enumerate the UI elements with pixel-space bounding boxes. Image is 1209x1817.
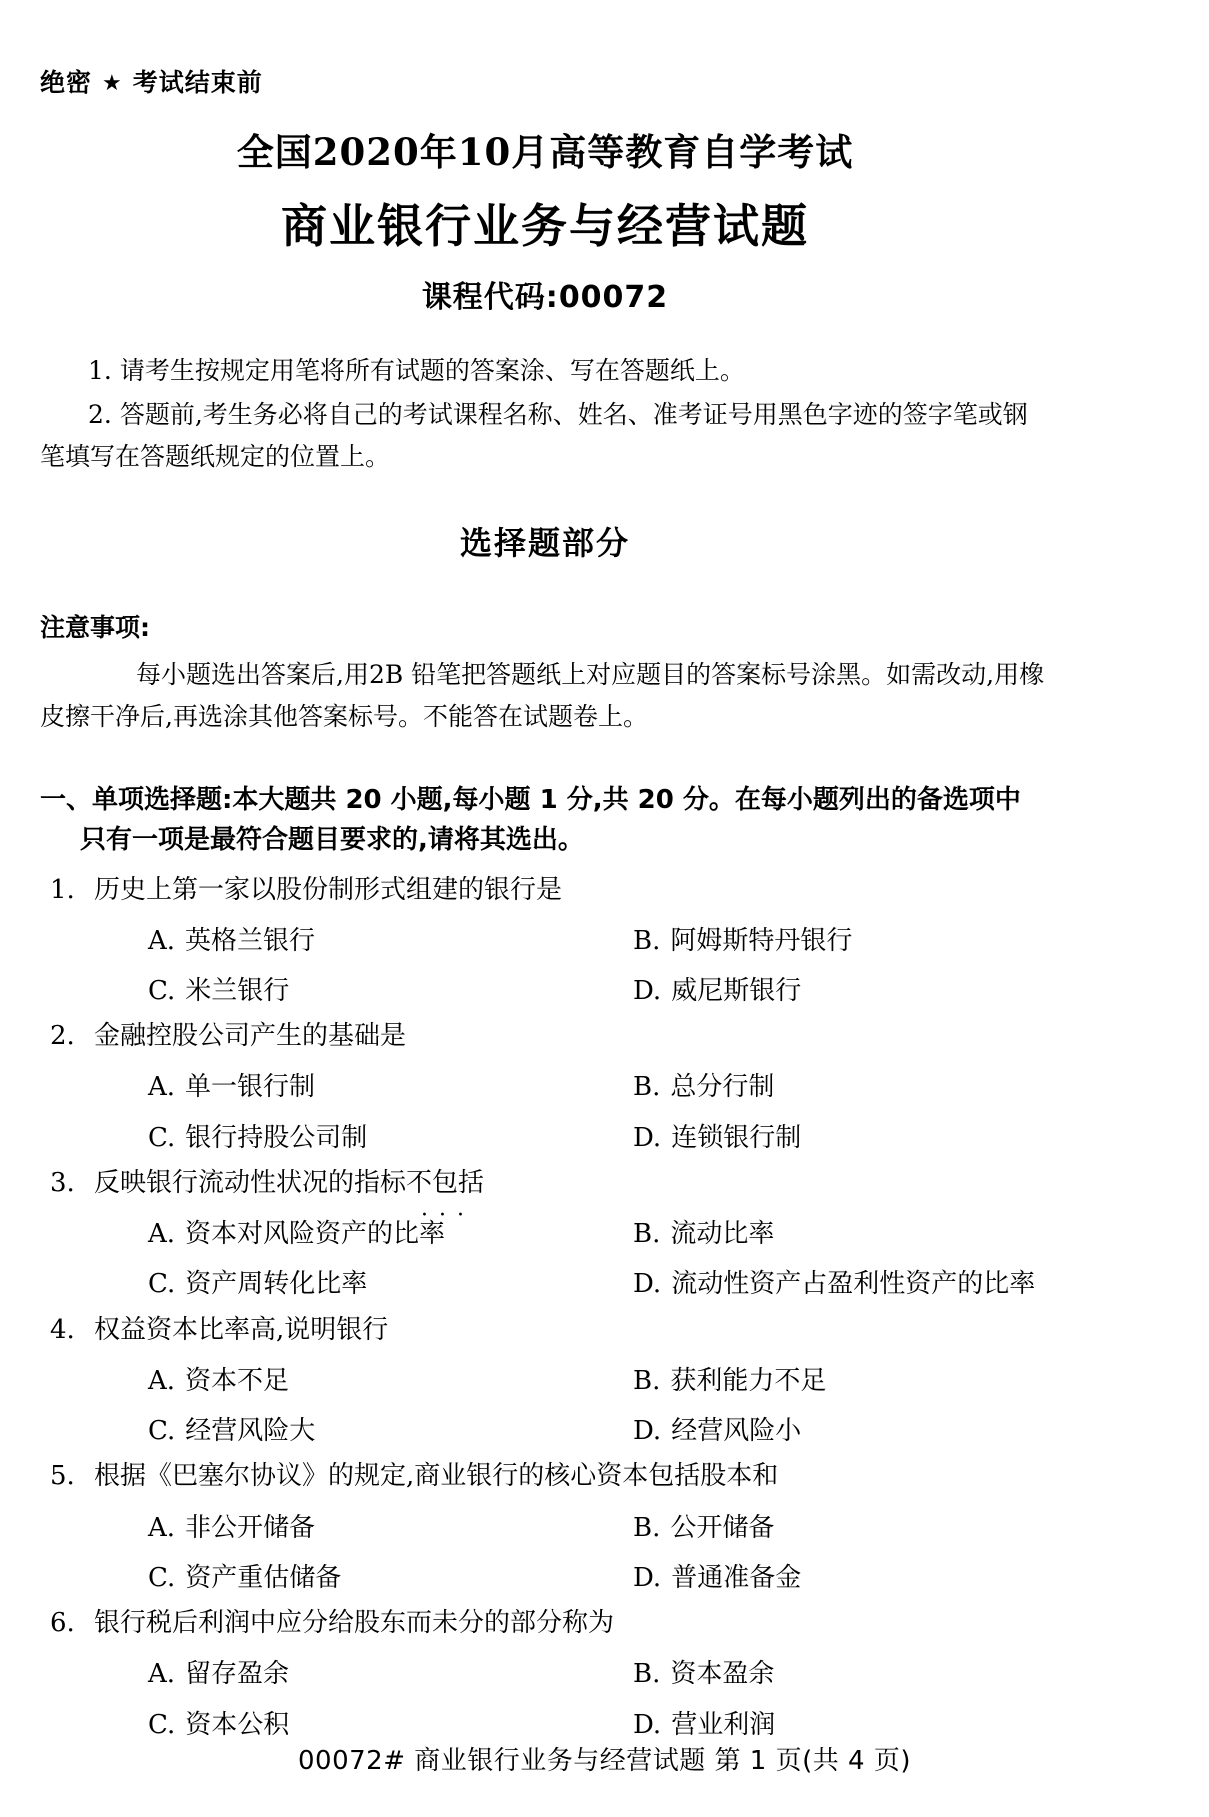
option-row xyxy=(40,1411,1050,1451)
question-number: 6. xyxy=(50,1608,75,1639)
option-text: 银行持股公司制 xyxy=(185,1122,368,1153)
option-label: A. xyxy=(148,1219,176,1250)
option-b[interactable] xyxy=(633,1654,774,1694)
section-title: 选择题部分 xyxy=(459,524,630,562)
option-c[interactable] xyxy=(148,1264,633,1304)
instruction-item xyxy=(40,350,1050,392)
option-text: 流动比率 xyxy=(670,1219,775,1250)
question-number: 1. xyxy=(50,874,75,905)
question-item xyxy=(40,1162,1050,1305)
group-heading-line2: 只有一项是最符合题目要求的,请将其选出。 xyxy=(80,825,584,856)
instruction-number: 1. xyxy=(88,356,112,385)
option-row xyxy=(40,921,1050,961)
question-stem xyxy=(40,1309,1050,1351)
question-stem xyxy=(40,1455,1050,1497)
option-label: C. xyxy=(148,1269,176,1300)
option-label: D. xyxy=(633,1709,662,1740)
instruction-item xyxy=(40,394,1050,478)
option-c[interactable] xyxy=(148,1411,633,1451)
option-text: 留存盈余 xyxy=(185,1659,290,1690)
option-text: 公开储备 xyxy=(670,1512,775,1543)
question-stem-text: 金融控股公司产生的基础是 xyxy=(94,1021,407,1052)
course-code xyxy=(40,272,1050,316)
option-d[interactable] xyxy=(633,1705,775,1745)
option-text: 经营风险大 xyxy=(185,1416,316,1447)
option-label: A. xyxy=(148,1365,176,1396)
option-text: 资本盈余 xyxy=(670,1659,775,1690)
course-code-value: 00072 xyxy=(558,280,669,315)
option-text: 资本不足 xyxy=(185,1365,290,1396)
option-text: 资产重估储备 xyxy=(185,1562,342,1593)
option-text: 资产周转化比率 xyxy=(185,1269,368,1300)
question-item xyxy=(40,1309,1050,1452)
option-text: 阿姆斯特丹银行 xyxy=(670,925,853,956)
option-label: D. xyxy=(633,1416,662,1447)
option-label: B. xyxy=(633,1072,661,1103)
option-text: 流动性资产占盈利性资产的比率 xyxy=(671,1269,1036,1300)
question-stem-text: 银行税后利润中应分给股东而未分的部分称为 xyxy=(94,1608,615,1639)
option-text: 米兰银行 xyxy=(185,976,290,1006)
option-d[interactable] xyxy=(633,1264,1035,1304)
option-row xyxy=(40,1558,1050,1598)
option-label: B. xyxy=(633,925,661,956)
option-label: A. xyxy=(148,1512,176,1543)
option-text: 单一银行制 xyxy=(185,1072,316,1103)
option-a[interactable] xyxy=(148,1361,633,1401)
option-text: 普通准备金 xyxy=(671,1562,802,1593)
option-b[interactable] xyxy=(633,1508,774,1548)
option-d[interactable] xyxy=(633,1558,801,1598)
option-text: 营业利润 xyxy=(671,1709,776,1740)
question-stem-text: 根据《巴塞尔协议》的规定,商业银行的核心资本包括股本和 xyxy=(94,1461,779,1492)
option-c[interactable] xyxy=(148,1118,633,1158)
question-item xyxy=(40,1455,1050,1598)
option-b[interactable] xyxy=(633,921,852,961)
option-d[interactable] xyxy=(633,1411,801,1451)
option-text: 经营风险小 xyxy=(671,1416,802,1447)
instruction-text: 答题前,考生务必将自己的考试课程名称、姓名、准考证号用黑色字迹的签字笔或钢笔填写在答题纸规定的位置上。 xyxy=(40,400,1028,471)
option-b[interactable] xyxy=(633,1214,774,1254)
notice-heading: 注意事项: xyxy=(40,613,150,642)
secrecy-header xyxy=(40,68,1050,98)
option-row xyxy=(40,1067,1050,1107)
exam-title: 全国2020年10月高等教育自学考试 xyxy=(236,130,854,174)
option-a[interactable] xyxy=(148,921,633,961)
option-c[interactable] xyxy=(148,1705,633,1745)
option-label: C. xyxy=(148,976,176,1006)
option-label: B. xyxy=(633,1659,661,1690)
question-number: 3. xyxy=(50,1168,75,1198)
option-row xyxy=(40,1214,1050,1254)
instruction-number: 2. xyxy=(88,400,112,429)
option-label: A. xyxy=(148,925,176,956)
option-label: C. xyxy=(148,1562,176,1593)
option-text: 连锁银行制 xyxy=(671,1122,802,1153)
question-number: 5. xyxy=(50,1461,75,1492)
option-label: D. xyxy=(633,1562,662,1593)
option-d[interactable] xyxy=(633,971,801,1011)
question-stem xyxy=(40,1015,1050,1057)
option-label: A. xyxy=(148,1659,176,1690)
option-row xyxy=(40,971,1050,1011)
instruction-text: 请考生按规定用笔将所有试题的答案涂、写在答题纸上。 xyxy=(119,356,745,385)
option-label: C. xyxy=(148,1709,176,1740)
question-group-heading xyxy=(40,780,1050,861)
question-stem xyxy=(40,869,1050,911)
instructions-block xyxy=(40,350,1050,478)
option-a[interactable] xyxy=(148,1654,633,1694)
page-title: 商业银行业务与经营试题 xyxy=(281,199,809,253)
question-number: 2. xyxy=(50,1021,75,1052)
question-item xyxy=(40,1602,1050,1745)
star-icon: ★ xyxy=(102,71,123,96)
option-a[interactable] xyxy=(148,1214,633,1254)
option-row xyxy=(40,1705,1050,1745)
option-row xyxy=(40,1118,1050,1158)
question-stem-emphasis: 不包括 ··· xyxy=(406,1162,484,1204)
question-stem-text: 历史上第一家以股份制形式组建的银行是 xyxy=(94,874,563,905)
group-heading-line1: 一、单项选择题:本大题共 20 小题,每小题 1 分,共 20 分。在每小题列出的备选项中 xyxy=(40,785,1021,815)
option-label: A. xyxy=(148,1072,176,1103)
option-label: B. xyxy=(633,1219,661,1250)
question-stem xyxy=(40,1602,1050,1644)
page-footer: 00072# 商业银行业务与经营试题 第 1 页(共 4 页) xyxy=(298,1746,911,1776)
option-row xyxy=(40,1508,1050,1548)
question-item xyxy=(40,869,1050,1012)
option-row xyxy=(40,1264,1050,1304)
option-text: 总分行制 xyxy=(670,1072,775,1103)
option-text: 获利能力不足 xyxy=(670,1365,827,1396)
option-text: 英格兰银行 xyxy=(185,925,316,956)
option-c[interactable] xyxy=(148,1558,633,1598)
option-text: 资本对风险资产的比率 xyxy=(185,1219,446,1250)
option-label: D. xyxy=(633,1122,662,1153)
option-b[interactable] xyxy=(633,1067,774,1107)
option-text: 资本公积 xyxy=(185,1709,290,1740)
option-c[interactable] xyxy=(148,971,633,1011)
notice-body: 每小题选出答案后,用2B 铅笔把答题纸上对应题目的答案标号涂黑。如需改动,用橡皮擦干净后,再选涂其他答案标号。不能答在试题卷上。 xyxy=(40,660,1045,731)
option-d[interactable] xyxy=(633,1118,801,1158)
secrecy-label: 绝密 xyxy=(40,68,93,97)
question-stem xyxy=(40,1162,1050,1204)
course-code-label: 课程代码: xyxy=(421,280,559,315)
option-label: D. xyxy=(633,1269,662,1300)
option-a[interactable] xyxy=(148,1067,633,1107)
question-stem-text: 权益资本比率高,说明银行 xyxy=(94,1314,389,1345)
option-label: C. xyxy=(148,1122,176,1153)
option-row xyxy=(40,1654,1050,1694)
option-row xyxy=(40,1361,1050,1401)
option-label: B. xyxy=(633,1512,661,1543)
question-stem-text: 反映银行流动性状况的指标 xyxy=(94,1168,407,1198)
option-text: 威尼斯银行 xyxy=(671,976,802,1006)
option-a[interactable] xyxy=(148,1508,633,1548)
option-label: B. xyxy=(633,1365,661,1396)
question-number: 4. xyxy=(50,1314,75,1345)
option-label: D. xyxy=(633,976,662,1006)
option-text: 非公开储备 xyxy=(185,1512,316,1543)
secrecy-timing: 考试结束前 xyxy=(132,68,263,97)
option-label: C. xyxy=(148,1416,176,1447)
question-item xyxy=(40,1015,1050,1158)
question-list xyxy=(40,869,1050,1745)
option-b[interactable] xyxy=(633,1361,826,1401)
